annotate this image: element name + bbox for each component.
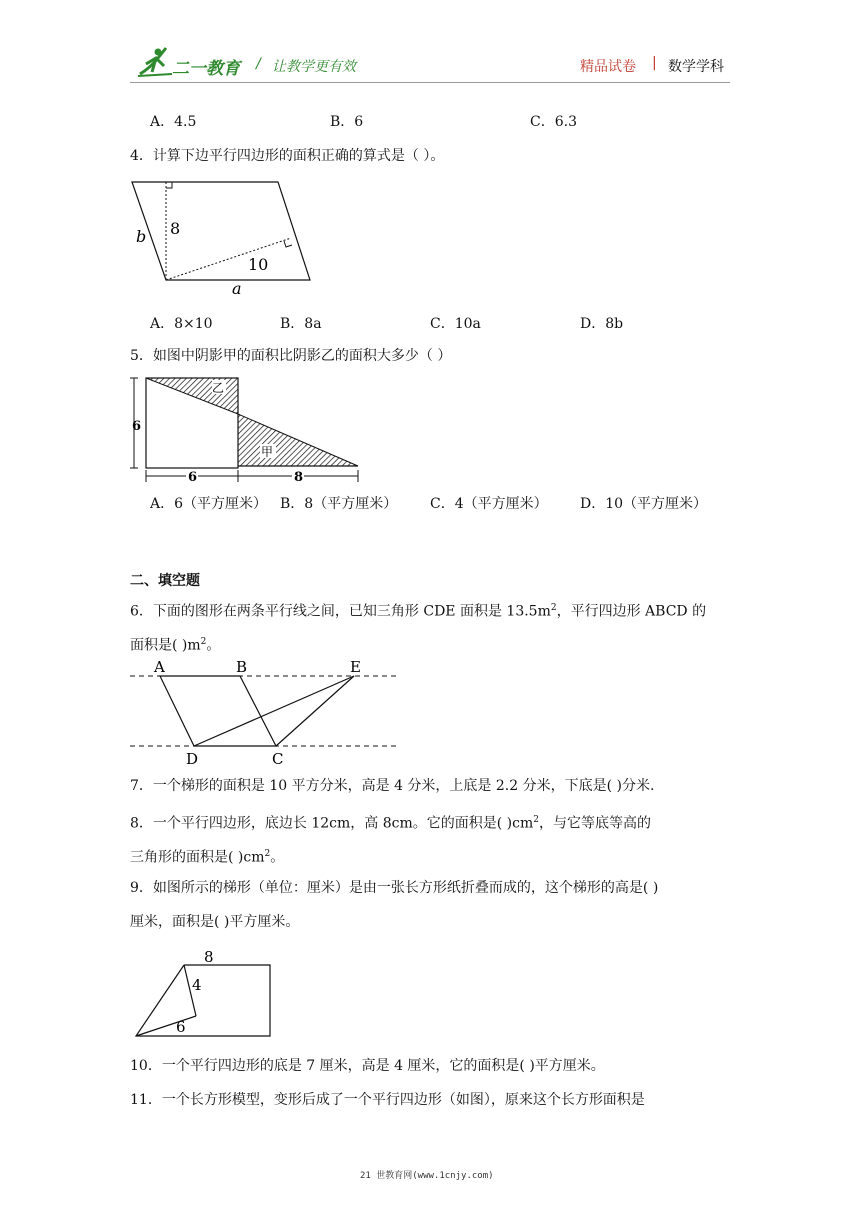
q6-label-E: E xyxy=(350,658,361,676)
q11-text: 11．一个长方形模型，变形后成了一个平行四边形（如图），原来这个长方形面积是 xyxy=(130,1092,645,1108)
q8-line2: 三角形的面积是( )$cm^2$。 xyxy=(130,849,285,866)
q4-stem: 4．计算下边平行四边形的面积正确的算式是（ ）。 xyxy=(130,148,445,164)
header-rule xyxy=(130,82,730,83)
q5-option-b: B．8（平方厘米） xyxy=(280,496,398,512)
q4-option-d: D．8b xyxy=(580,316,624,332)
q9-label-bot: 6 xyxy=(176,1018,186,1036)
q9-line1: 9．如图所示的梯形（单位：厘米）是由一张长方形纸折叠而成的，这个梯形的高是( ) xyxy=(130,880,659,896)
q3-option-b: B．6 xyxy=(330,114,364,130)
q3-option-c: C．6.3 xyxy=(530,114,577,130)
q5-option-a: A．6（平方厘米） xyxy=(150,496,268,512)
q6-label-C: C xyxy=(272,750,284,768)
footer-source: 21 世教育网(www.1cnjy.com) xyxy=(360,1171,494,1181)
q4-option-c: C．10a xyxy=(430,316,481,332)
q4-label-d: 10 xyxy=(248,255,269,274)
logo-text: 二一教育 xyxy=(172,59,240,79)
q5-label-w1: 6 xyxy=(188,470,198,485)
q5-option-c: C．4（平方厘米） xyxy=(430,496,548,512)
q7-text: 7．一个梯形的面积是 10 平方分米，高是 4 分米，上底是 2.2 分米，下底是( )分米. xyxy=(130,778,655,794)
q9-label-top: 8 xyxy=(204,948,214,966)
runner-logo-icon xyxy=(136,44,176,78)
q6-line1: 6．下面的图形在两条平行线之间，已知三角形 CDE 面积是 $13.5m^2$，平行四边形 ABCD 的 xyxy=(130,603,707,620)
q5-stem: 5．如图中阴影甲的面积比阴影乙的面积大多少（ ） xyxy=(130,348,452,364)
q5-label-w2: 8 xyxy=(294,470,304,485)
q6-line2: 面积是( )$m^2$。 xyxy=(130,637,221,654)
q5-label-yi: 乙 xyxy=(212,381,225,395)
q6-label-D: D xyxy=(186,750,199,768)
q5-shaded-figure xyxy=(128,374,364,486)
header-category: 精品试卷 xyxy=(580,59,636,75)
q4-option-b: B．8a xyxy=(280,316,322,332)
q4-label-b: b xyxy=(136,227,147,246)
q9-folded-trapezoid-figure xyxy=(130,946,276,1040)
q10-text: 10．一个平行四边形的底是 7 厘米，高是 4 厘米，它的面积是( )平方厘米。 xyxy=(130,1058,605,1074)
q5-label-h: 6 xyxy=(132,419,142,434)
q3-option-a: A．4.5 xyxy=(150,114,197,130)
q5-option-d: D．10（平方厘米） xyxy=(580,496,708,512)
q6-parallel-lines-figure xyxy=(130,656,400,768)
q9-line2: 厘米，面积是( )平方厘米。 xyxy=(130,914,300,930)
q4-label-h: 8 xyxy=(170,219,181,238)
q5-label-jia: 甲 xyxy=(261,445,274,459)
q6-label-B: B xyxy=(236,658,248,676)
q4-label-a: a xyxy=(232,279,242,296)
slogan: 让教学更有效 xyxy=(272,59,356,75)
q9-label-mid: 4 xyxy=(192,976,202,994)
section-title: 二、填空题 xyxy=(130,573,200,589)
slogan-slash: / xyxy=(256,56,261,72)
header xyxy=(0,0,860,90)
q6-label-A: A xyxy=(154,658,165,676)
q4-option-a: A．8×10 xyxy=(150,316,213,332)
header-subject: 数学学科 xyxy=(668,59,724,75)
header-divider: | xyxy=(652,55,657,71)
q4-parallelogram-figure xyxy=(128,178,328,296)
q8-line1: 8．一个平行四边形，底边长 12cm，高 8cm。它的面积是( )$cm^2$，与它等底等高的 xyxy=(130,815,651,832)
